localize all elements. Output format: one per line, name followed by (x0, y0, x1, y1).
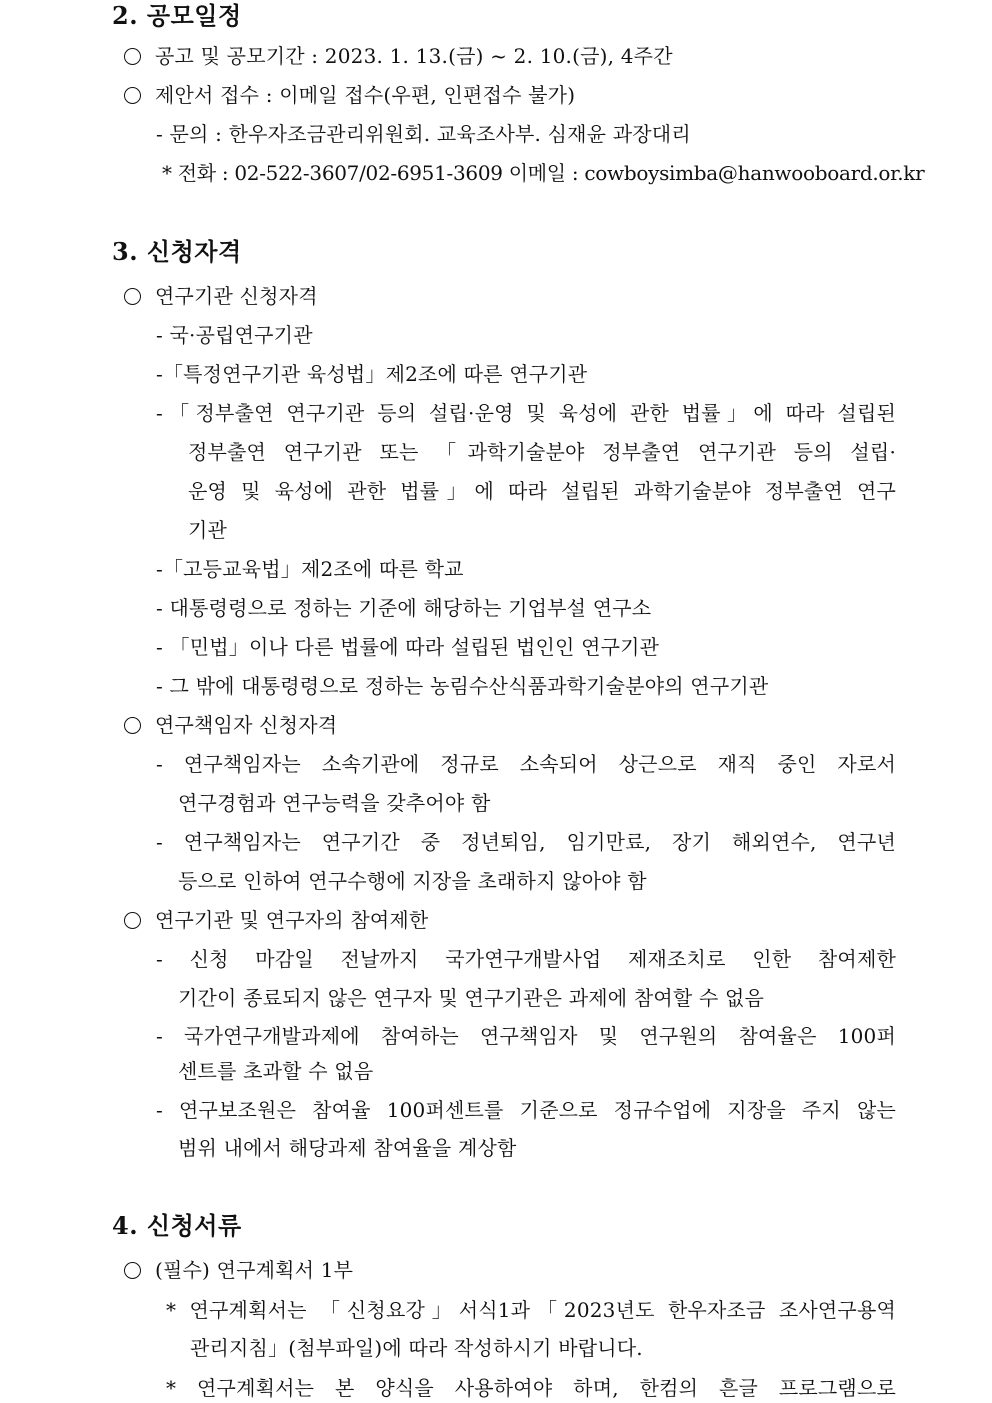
list-item: 연구기관 및 연구자의 참여제한 (124, 906, 428, 934)
sub-item: - 대통령령으로 정하는 기준에 해당하는 기업부설 연구소 (156, 596, 652, 620)
section-4-heading: 4. 신청서류 (112, 1211, 242, 1240)
sub-item-continued: 센트를 초과할 수 없음 (178, 1059, 374, 1083)
sub-item-continued: 등으로 인하여 연구수행에 지장을 초래하지 않아야 함 (178, 869, 647, 893)
circle-bullet-icon (124, 288, 141, 305)
sub-item: -「고등교육법」제2조에 따른 학교 (156, 557, 464, 581)
note-item: * 연구계획서는 본 양식을 사용하여야 하며, 한컴의 흔글 프로그램으로 (166, 1376, 896, 1400)
note-item: * 연구계획서는 「신청요강」서식1과「2023년도 한우자조금 조사연구용역 (166, 1298, 896, 1322)
circle-bullet-icon (124, 912, 141, 929)
sub-item-continued: 범위 내에서 해당과제 참여율을 계상함 (178, 1136, 517, 1160)
sub-item: -「특정연구기관 육성법」제2조에 따른 연구기관 (156, 362, 588, 386)
sub-item-continued: 연구경험과 연구능력을 갖추어야 함 (178, 791, 491, 815)
list-item: 연구기관 신청자격 (124, 282, 318, 310)
note-item: * 전화 : 02-522-3607/02-6951-3609 이메일 : cowboysimba@hanwooboard.or.kr (162, 161, 925, 185)
sub-item-continued: 정부출연 연구기관 또는 「과학기술분야 정부출연 연구기관 등의 설립· (188, 440, 896, 464)
circle-bullet-icon (124, 1262, 141, 1279)
sub-item: -「정부출연 연구기관 등의 설립·운영 및 육성에 관한 법률」에 따라 설립된 (156, 401, 896, 425)
sub-item-continued: 기간이 종료되지 않은 연구자 및 연구기관은 과제에 참여할 수 없음 (178, 986, 765, 1010)
circle-bullet-icon (124, 87, 141, 104)
list-item: 연구책임자 신청자격 (124, 711, 337, 739)
sub-item: - 연구책임자는 연구기간 중 정년퇴임, 임기만료, 장기 해외연수, 연구년 (156, 830, 896, 854)
section-3-heading: 3. 신청자격 (112, 237, 242, 266)
list-item: 제안서 접수 : 이메일 접수(우편, 인편접수 불가) (124, 81, 575, 109)
sub-item-continued: 기관 (188, 518, 228, 542)
circle-bullet-icon (124, 717, 141, 734)
sub-item: - 「민법」이나 다른 법률에 따라 설립된 법인인 연구기관 (156, 635, 660, 659)
sub-item: - 그 밖에 대통령령으로 정하는 농림수산식품과학기술분야의 연구기관 (156, 674, 769, 698)
section-2-heading: 2. 공모일정 (112, 1, 242, 30)
sub-item: - 국가연구개발과제에 참여하는 연구책임자 및 연구원의 참여율은 100퍼 (156, 1024, 896, 1048)
sub-item-continued: 운영 및 육성에 관한 법률」에 따라 설립된 과학기술분야 정부출연 연구 (188, 479, 896, 503)
sub-item: - 문의 : 한우자조금관리위원회. 교육조사부. 심재윤 과장대리 (156, 122, 691, 146)
sub-item: - 연구보조원은 참여율 100퍼센트를 기준으로 정규수업에 지장을 주지 않는 (156, 1098, 896, 1122)
list-item: (필수) 연구계획서 1부 (124, 1256, 353, 1284)
sub-item: - 연구책임자는 소속기관에 정규로 소속되어 상근으로 재직 중인 자로서 (156, 752, 896, 776)
sub-item: - 국·공립연구기관 (156, 323, 313, 347)
list-item: 공고 및 공모기간 : 2023. 1. 13.(금) ~ 2. 10.(금), 4주간 (124, 42, 673, 70)
sub-item: - 신청 마감일 전날까지 국가연구개발사업 제재조치로 인한 참여제한 (156, 947, 896, 971)
circle-bullet-icon (124, 48, 141, 65)
note-item-continued: 관리지침」(첨부파일)에 따라 작성하시기 바랍니다. (190, 1336, 643, 1360)
